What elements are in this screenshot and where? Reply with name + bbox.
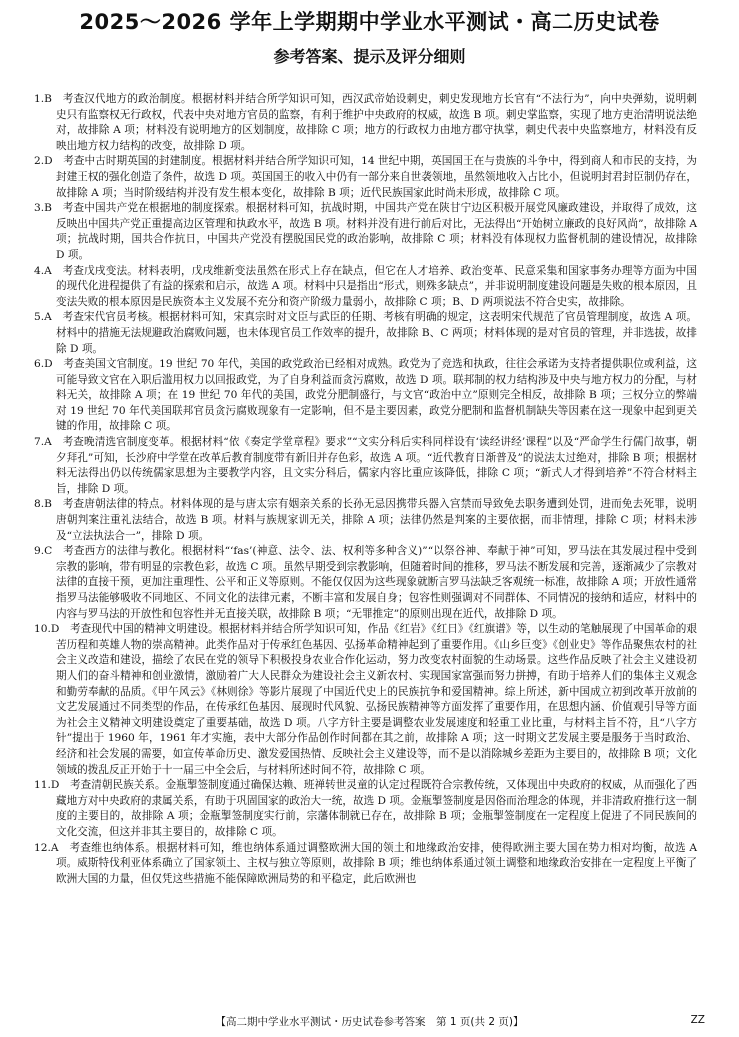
answer-number: 4.: [34, 264, 45, 277]
answer-number: 1.: [34, 93, 45, 105]
answer-number: 8.: [34, 498, 45, 511]
answer-item-8: [34, 497, 697, 544]
answer-text: B 考查汉代地方的政治制度。根据材料并结合所学知识可知，西汉武帝始设刺史，刺史发现地方长官有“不法行为”，向中央弹劾，说明刺史只有监察权无行政权，代表中央对地方官员的监察，有利于维护中央政府的权威，故选 B 项。刺史掌监察，实现了地方吏治清明说法绝对，故排除 A 项；材料没有说明地方的区划制度，故排除 C 项；地方的行政权力由地方郡守执掌，刺史代表中央监察地方，材料没有反映出地方权力结构的改变，故排除 D 项。: [44, 93, 697, 152]
page-title: 2025～2026 学年上学期期中学业水平测试・高二历史试卷: [79, 10, 660, 34]
answer-number: 10.: [34, 623, 51, 636]
answer-number: 2.: [34, 155, 45, 168]
answer-number: 9.: [34, 545, 45, 558]
answer-text: D 考查美国文官制度。19 世纪 70 年代，美国的政党政治已经相对成熟。政党为了竞选和执政，往往会承诺为支持者提供职位或利益，这可能导致文官在入职后滥用权力以回报政党，为了自身利益而贪污腐败，故选 D 项。联邦制的权力结构涉及中央与地方权力的分配，与材料无关，故排除 A 项；在 19 世纪 70 年代的美国，政党分肥制盛行，与文官“政治中立”原则完全相反，故排除 B 项；三权分立的弊端对 19 世纪 70 年代美国联邦官员贪污腐败现象有一定影响，但不是主要因素，政党分肥制和监督机制缺失等因素在这一现象中起到更关键的作用，故排除 C 项。: [44, 358, 697, 433]
answer-number: 5.: [34, 311, 45, 324]
answer-item-3: [34, 201, 697, 263]
answer-text: D 考查现代中国的精神文明建设。根据材料并结合所学知识可知，作品《红岩》《红日》《红旗谱》等，以生动的笔触展现了中国革命的艰苦历程和英雄人物的崇高精神。此类作品对于传承红色基因、弘扬革命精神起到了重要作用。《山乡巨变》《创业史》等作品聚焦农村的社会主义改造和建设，描绘了农民在党的领导下积极投身农业合作化运动，努力改变农村面貌的生动场景。这些作品反映了社会主义建设初期人们的奋斗精神和创业激情，激励着广大人民群众为建设社会主义新农村、实现国家富强而努力拼搏，有助于培养人们的集体主义观念和勤劳奉献的品质。《甲午风云》《林则徐》等影片展现了中国近代史上的民族抗争和爱国精神。综上所述，新中国成立初到改革开放前的文艺发展通过不同类型的作品，在传承红色基因、展现时代风貌、弘扬民族精神等方面发挥了重要作用，在思想内涵、价值观引导等方面为社会主义精神文明建设奠定了重要基础，故选 D 项。八字方针主要是调整农业发展速度和轻重工业比重，与材料主旨不符，且“八字方针”提出于 1960 年，1961 年才实施，表中大部分作品创作时间都在其之前，故排除 A 项；这一时期文艺发展主要是服务于当时政治、经济和社会发展的需要，如宣传革命历史、激发爱国热情、反映社会主义建设等，而不是以消除城乡差距为主要目的，故排除 B 项；文化领域的拨乱反正开始于十一届三中全会后，与材料所述时间不符，故排除 C 项。: [50, 623, 697, 776]
page-footer: 【高二期中学业水平测试・历史试卷参考答案 第 1 页(共 2 页)】: [215, 1016, 524, 1028]
answer-list: [34, 92, 697, 887]
answer-item-1: [34, 92, 697, 154]
answer-text: C 考查西方的法律与教化。根据材料“‘fas’(神意、法令、法、权利等多种含义)”“以祭谷神、奉献于神”可知，罗马法在其发展过程中受到宗教的影响，带有明显的宗教色彩，故选 C 项。虽然早期受到宗教影响，但随着时间的推移，罗马法不断发展和完善，逐渐减少了宗教对法律的直接干预，更加注重理性、公平和正义等原则。不能仅仅因为这些现象就断言罗马法缺乏客观统一标准，故排除 A 项；开放性通常指罗马法能够吸收不同地区、不同文化的法律元素，不断丰富和发展自身；包容性则强调对不同群体、不同情况的接纳和适应，材料中的内容与罗马法的开放性和包容性并无直接关联，故排除 B 项；“无罪推定”的原则出现在近代，故排除 D 项。: [44, 545, 697, 620]
answer-text: D 考查中古时期英国的封建制度。根据材料并结合所学知识可知，14 世纪中期，英国国王在与贵族的斗争中，得到商人和市民的支持，为封建王权的强化创造了条件，故选 D 项。英国国王的收入中仍有一部分来自世袭领地，虽然领地收入占比小，但说明封君封臣制仍存在，故排除 A 项；当时阶级结构并没有发生根本变化，故排除 B 项；近代民族国家此时尚未形成，故排除 C 项。: [44, 155, 697, 199]
answer-text: A 考查晚清选官制度变革。根据材料“依《奏定学堂章程》要求”“文实分科后实科同样设有‘读经讲经’课程”以及“严命学生行儒门故事，朝夕拜孔”可知，长沙府中学堂在改革后教育制度带有新旧并存色彩，故选 A 项。“近代教育日渐普及”的说法太过绝对，排除 B 项；根据材料无法得出仍以传统儒家思想为主要教学内容，且文实分科后，儒家内容比重应该降低，排除 C 项；“新式人才得到培养”不符合材料主旨，排除 D 项。: [44, 436, 697, 495]
answer-number: 7.: [34, 436, 45, 449]
answer-text: B 考查唐朝法律的特点。材料体现的是与唐太宗有姻亲关系的长孙无忌因携带兵器入宫禁而导致免去职务遭到处罚，进而免去死罪，说明唐朝判案注重礼法结合，故选 B 项。材料与族规家训无关，排除 A 项；法律仍然是判案的主要依据，而非情理，排除 C 项；材料未涉及“立法执法合一”，排除 D 项。: [44, 498, 697, 542]
answer-item-4: [34, 264, 697, 311]
answer-text: A 考查戊戌变法。材料表明，戊戌维新变法虽然在形式上存在缺点，但它在人才培养、政治变革、民意采集和国家事务办理等方面为中国的现代化进程提供了有益的探索和启示，故选 A 项。材料中只是指出“形式，则殊多缺点”，并非说明制度建设问题是失败的根本原因，且变法失败的根本原因是民族资本主义发展不充分和资产阶级力量弱小，故排除 C 项；B、D 两项说法不符合史实，故排除。: [44, 264, 697, 308]
answer-item-11: [34, 778, 697, 840]
answer-item-6: [34, 357, 697, 435]
answer-number: 6.: [34, 358, 45, 371]
footer-code: ZZ: [690, 1014, 705, 1026]
answer-text: B 考查中国共产党在根据地的制度探索。根据材料可知，抗战时期，中国共产党在陕甘宁边区积极开展党风廉政建设，并取得了成效，这反映出中国共产党正重提高边区管理和执政水平，故选 B 项。材料并没有进行前后对比，无法得出“开始树立廉政的良好风尚”，故排除 A 项；抗战时期，国共合作抗日，中国共产党没有摆脱国民党的政治影响，故排除 C 项；材料没有体现权力监督机制的建设情况，故排除 D 项。: [44, 202, 697, 261]
answer-text: A 考查维也纳体系。根据材料可知，维也纳体系通过调整欧洲大国的领土和地缘政治安排，使得欧洲主要大国在势力相对均衡，故选 A 项。威斯特伐利亚体系确立了国家领土、主权与独立等原则，故排除 B 项；维也纳体系通过领土调整和地缘政治安排在一定程度上平衡了欧洲大国的力量，但仅凭这些措施不能保障欧洲局势的和平稳定，此后欧洲也: [50, 841, 697, 885]
answer-number: 11.: [34, 779, 51, 792]
answer-item-10: [34, 622, 697, 778]
answer-item-12: [34, 841, 697, 888]
answer-item-2: [34, 154, 697, 201]
answer-item-5: [34, 310, 697, 357]
answer-number: 3.: [34, 202, 45, 215]
answer-number: 12.: [34, 841, 51, 854]
answer-item-9: [34, 544, 697, 622]
answer-item-7: [34, 435, 697, 497]
answer-text: A 考查宋代官员考核。根据材料可知，宋真宗时对文臣与武臣的任期、考核有明确的规定，这表明宋代规范了官员管理制度，故选 A 项。材料中的措施无法规避政治腐败问题，也未体现官员工作效率的提升，故排除 B、C 两项；材料体现的是对官员的管理，并非选拔，故排除 D 项。: [44, 311, 697, 355]
page-subtitle: 参考答案、提示及评分细则: [273, 47, 466, 66]
answer-text: D 考查清朝民族关系。金瓶掣签制度通过确保达赖、班禅转世灵童的认定过程既符合宗教传统，又体现出中央政府的权威，从而强化了西藏地方对中央政府的隶属关系，有助于巩固国家的政治大一统，故选 D 项。金瓶掣签制度是因俗而治理念的体现，并非清政府推行这一制度的主要目的，故排除 A 项；金瓶掣签制度实行前，宗藩体制就已存在，故排除 B 项；金瓶掣签制度在一定程度上促进了不同民族间的文化交流，但这并非其主要目的，故排除 C 项。: [50, 779, 697, 838]
